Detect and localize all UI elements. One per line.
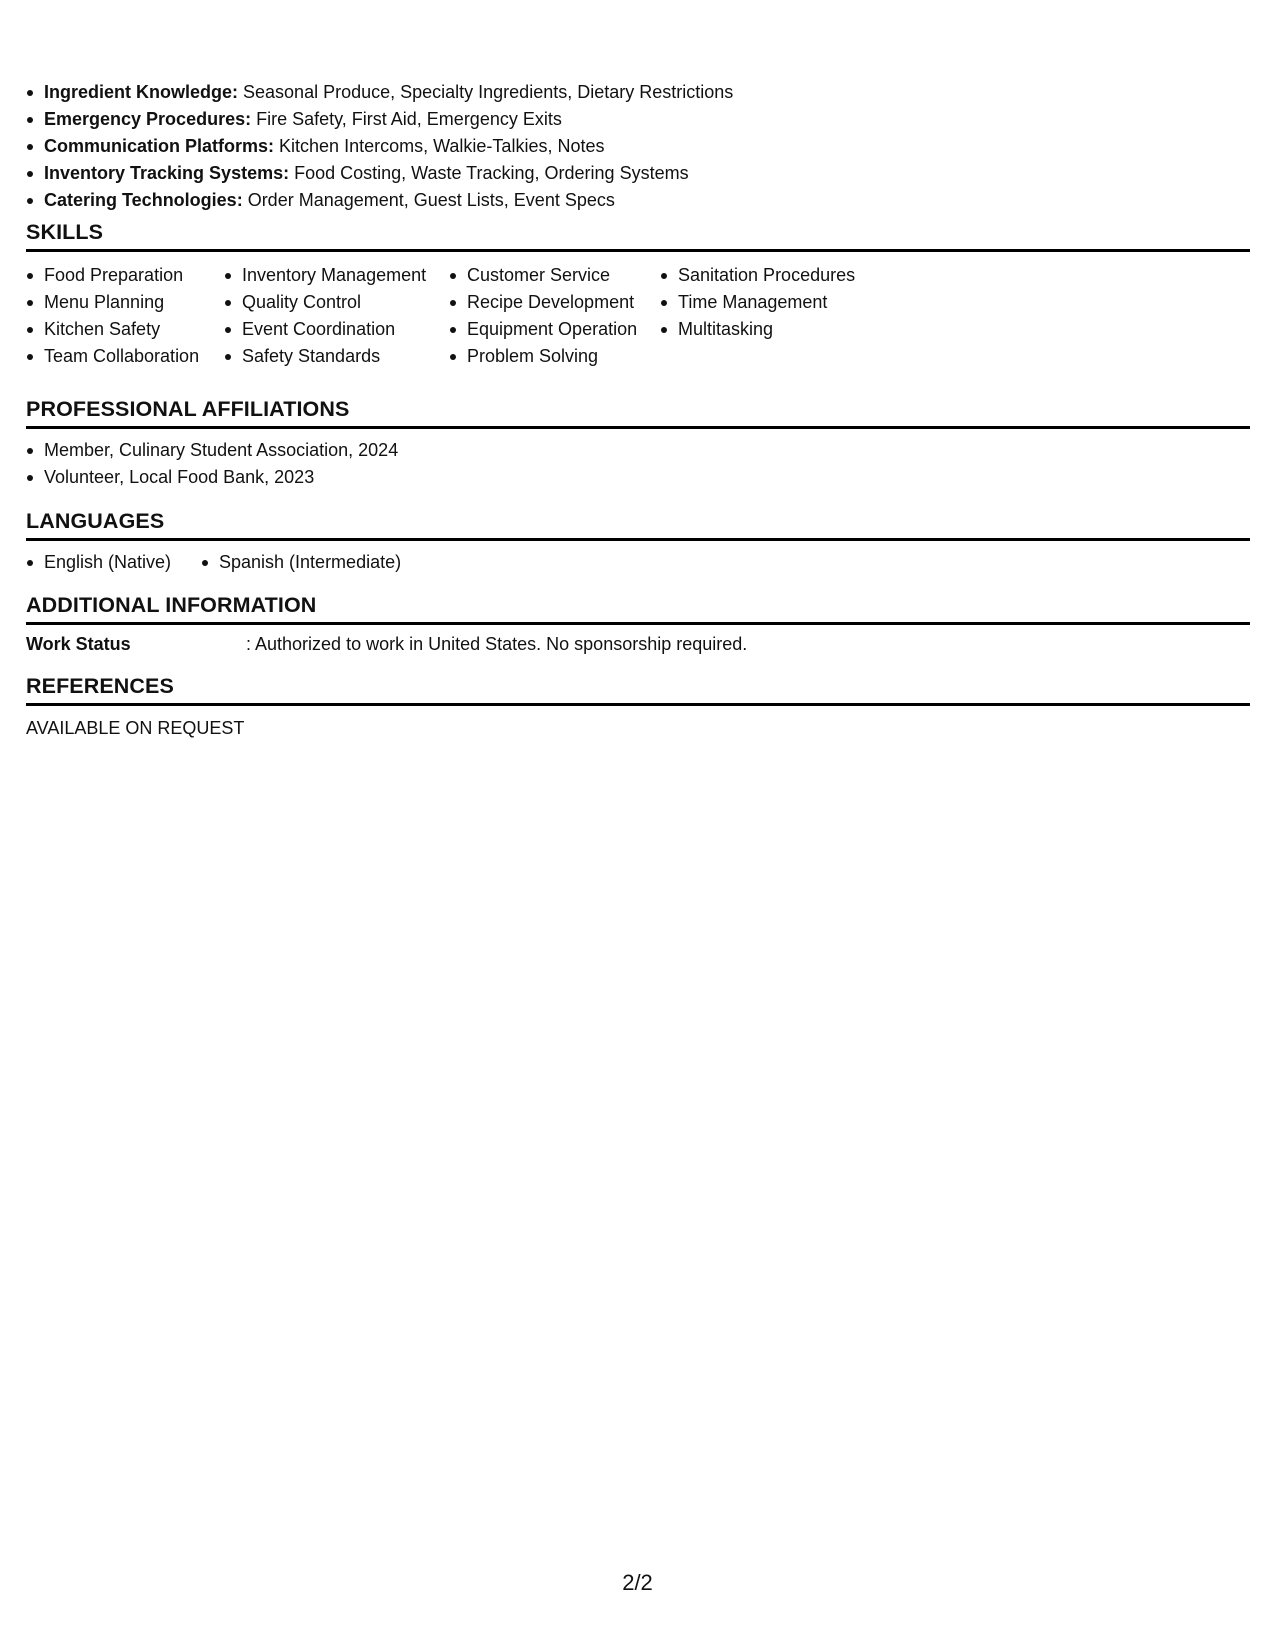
page-number: 2/2 [622, 1570, 653, 1595]
list-item: Safety Standards [224, 343, 449, 370]
list-item: Kitchen Safety [26, 316, 224, 343]
tech-label: Inventory Tracking Systems: [44, 163, 290, 183]
technical-skills-list [26, 79, 733, 214]
list-item [26, 187, 733, 214]
affiliations-heading: PROFESSIONAL AFFILIATIONS [26, 396, 1250, 429]
list-item: Recipe Development [449, 289, 660, 316]
list-item: Equipment Operation [449, 316, 660, 343]
list-item: English (Native) [26, 549, 201, 576]
list-item [26, 160, 733, 187]
tech-label: Ingredient Knowledge: [44, 82, 239, 102]
tech-value: Order Management, Guest Lists, Event Specs [242, 190, 615, 210]
tech-value: Fire Safety, First Aid, Emergency Exits [251, 109, 562, 129]
skills-column-3 [449, 262, 660, 370]
list-item [26, 133, 733, 160]
list-item [26, 106, 733, 133]
list-item: Quality Control [224, 289, 449, 316]
list-item: Sanitation Procedures [660, 262, 900, 289]
tech-label: Catering Technologies: [44, 190, 243, 210]
tech-value: Food Costing, Waste Tracking, Ordering Systems [289, 163, 689, 183]
list-item: Food Preparation [26, 262, 224, 289]
list-item: Problem Solving [449, 343, 660, 370]
work-status-label: Work Status [26, 634, 131, 654]
list-item: Spanish (Intermediate) [201, 549, 441, 576]
list-item: Inventory Management [224, 262, 449, 289]
list-item: Event Coordination [224, 316, 449, 343]
languages-list [26, 549, 441, 576]
list-item: Menu Planning [26, 289, 224, 316]
tech-label: Communication Platforms: [44, 136, 275, 156]
list-item: Member, Culinary Student Association, 2024 [26, 437, 398, 464]
list-item: Time Management [660, 289, 900, 316]
list-item: Team Collaboration [26, 343, 224, 370]
work-status-value: : Authorized to work in United States. No sponsorship required. [246, 634, 748, 654]
skills-column-4 [660, 262, 900, 370]
skills-column-1 [26, 262, 224, 370]
references-text: AVAILABLE ON REQUEST [26, 718, 245, 738]
list-item [26, 79, 733, 106]
affiliations-list [26, 437, 398, 491]
languages-column-2 [201, 549, 441, 576]
tech-label: Emergency Procedures: [44, 109, 252, 129]
additional-info-heading: ADDITIONAL INFORMATION [26, 592, 1250, 625]
tech-value: Kitchen Intercoms, Walkie-Talkies, Notes [274, 136, 605, 156]
languages-heading: LANGUAGES [26, 508, 1250, 541]
skills-columns [26, 262, 900, 370]
skills-heading: SKILLS [26, 219, 1250, 252]
skills-column-2 [224, 262, 449, 370]
languages-column-1 [26, 549, 201, 576]
references-heading: REFERENCES [26, 673, 1250, 706]
tech-value: Seasonal Produce, Specialty Ingredients, Dietary Restrictions [238, 82, 734, 102]
list-item: Volunteer, Local Food Bank, 2023 [26, 464, 398, 491]
list-item: Multitasking [660, 316, 900, 343]
list-item: Customer Service [449, 262, 660, 289]
